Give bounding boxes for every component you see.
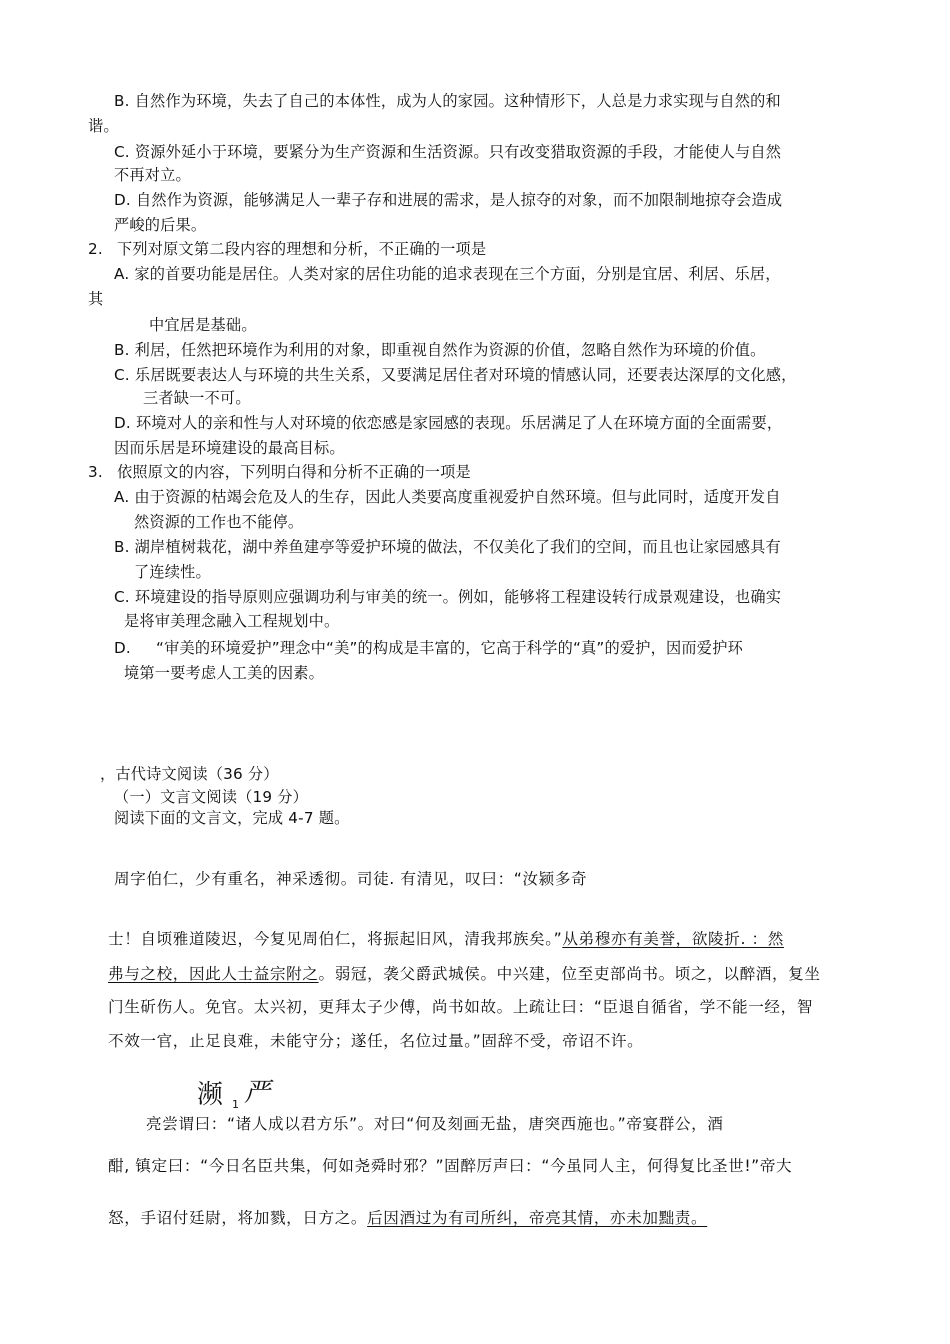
q2-option-b: B. 利居，任然把环境作为利用的对象，即重视自然作为资源的价值，忽略自然作为环境的价值。 <box>114 341 766 359</box>
q2-option-d-cont: 因而乐居是环境建设的最高目标。 <box>114 439 345 457</box>
q3-option-b: B. 湖岸植树栽花，湖中养鱼建亭等爱护环境的做法，不仅美化了我们的空间，而且也让家园感具有 <box>114 538 781 556</box>
passage-note-mark: 1 <box>232 1098 239 1111</box>
q2-option-d: D. 环境对人的亲和性与人对环境的依恋感是家园感的表现。乐居满足了人在环境方面的全面需要， <box>114 414 783 432</box>
q3-option-a-cont: 然资源的工作也不能停。 <box>134 513 304 531</box>
passage-underlined-sentence-1b: 弗与之校，因此人士益宗附之 <box>108 965 319 983</box>
section-instruction: 阅读下面的文言文，完成 4-7 题。 <box>114 809 350 827</box>
passage-line-2 <box>108 929 784 949</box>
q2-option-c-cont: 三者缺一不可。 <box>143 389 251 407</box>
q1-option-b-cont: 谐。 <box>88 117 119 135</box>
q3-option-c-cont: 是将审美理念融入工程规划中。 <box>124 612 340 630</box>
passage-line-4: 门生斫伤人。免官。太兴初，更拜太子少傅，尚书如故。上疏让曰：“臣退自循省，学不能一经，智 <box>108 998 814 1016</box>
passage-line-2-text: 士！自顷雅道陵迟，今复见周伯仁，将振起旧风，清我邦族矣。” <box>108 930 563 948</box>
q2-number: 2. <box>88 240 103 258</box>
passage-line-1: 周字伯仁，少有重名，神采透彻。司徒. 有清见，叹曰：“汝颍多奇 <box>114 870 588 888</box>
passage-line-5: 不效一官，止足良难，未能守分；遂任，名位过量。”固辞不受，帝诏不许。 <box>108 1032 644 1050</box>
passage-underlined-sentence-2: 后因酒过为有司所纠，帝亮其情，亦未加黜责。 <box>367 1209 708 1227</box>
passage-glyph-1: 濒 <box>197 1080 224 1110</box>
section-subtitle: （一）文言文阅读（19 分） <box>114 788 309 806</box>
q1-option-d: D. 自然作为资源，能够满足人一辈子存和进展的需求，是人掠夺的对象，而不加限制地掠夺会造成 <box>114 191 783 209</box>
passage-line-3 <box>108 964 821 984</box>
q3-option-d-label: D. <box>114 639 131 657</box>
q3-option-b-cont: 了连续性。 <box>134 563 211 581</box>
passage-glyph-2: 严 <box>244 1078 271 1108</box>
section-title: ，古代诗文阅读（36 分） <box>100 765 279 783</box>
q2-option-a: A. 家的首要功能是居住。人类对家的居住功能的追求表现在三个方面，分别是宜居、利居、乐居， <box>114 265 781 283</box>
q2-option-a-cont1: 其 <box>88 290 104 308</box>
passage-line-7: 酣, 镇定曰：“今日名臣共集，何如尧舜时邪？”固醉厉声曰：“今虽同人主，何得复比圣世!”帝大 <box>108 1157 793 1175</box>
passage-line-8 <box>108 1208 707 1228</box>
q3-option-d-cont: 境第一要考虑人工美的因素。 <box>124 664 325 682</box>
q1-option-c-cont: 不再对立。 <box>114 166 191 184</box>
passage-line-8-text: 怒，手诏付廷尉，将加戮，日方之。 <box>108 1209 368 1227</box>
q3-number: 3. <box>88 463 103 481</box>
passage-underlined-sentence-1a: 从弟穆亦有美誉，欲陵折. ：然 <box>562 930 784 948</box>
passage-line-6: 亮尝谓曰：“诸人成以君方乐”。对曰“何及刻画无盐，唐突西施也。”帝宴群公，酒 <box>146 1115 724 1133</box>
q3-option-a: A. 由于资源的枯竭会危及人的生存，因此人类要高度重视爱护自然环境。但与此同时，适度开发自 <box>114 488 781 506</box>
q1-option-d-cont: 严峻的后果。 <box>114 216 207 234</box>
q3-option-d: “审美的环境爱护”理念中“美”的构成是丰富的，它高于科学的“真”的爱护，因而爱护环 <box>156 639 743 657</box>
q2-option-c: C. 乐居既要表达人与环境的共生关系，又要满足居住者对环境的情感认同，还要表达深厚的文化感， <box>114 366 797 384</box>
passage-line-3-text: 。弱冠，袭父爵武城侯。中兴建，位至吏部尚书。顷之，以醉酒，复坐 <box>318 965 821 983</box>
q2-stem: 下列对原文第二段内容的理想和分析，不正确的一项是 <box>117 240 487 258</box>
q3-option-c: C. 环境建设的指导原则应强调功利与审美的统一。例如，能够将工程建设转行成景观建设，也确实 <box>114 588 782 606</box>
q1-option-c: C. 资源外延小于环境，要紧分为生产资源和生活资源。只有改变猎取资源的手段，才能使人与自然 <box>114 143 782 161</box>
q2-option-a-cont2: 中宜居是基础。 <box>149 316 257 334</box>
q3-stem: 依照原文的内容，下列明白得和分析不正确的一项是 <box>117 463 471 481</box>
q1-option-b: B. 自然作为环境，失去了自己的本体性，成为人的家园。这种情形下，人总是力求实现与自然的和 <box>114 92 781 110</box>
